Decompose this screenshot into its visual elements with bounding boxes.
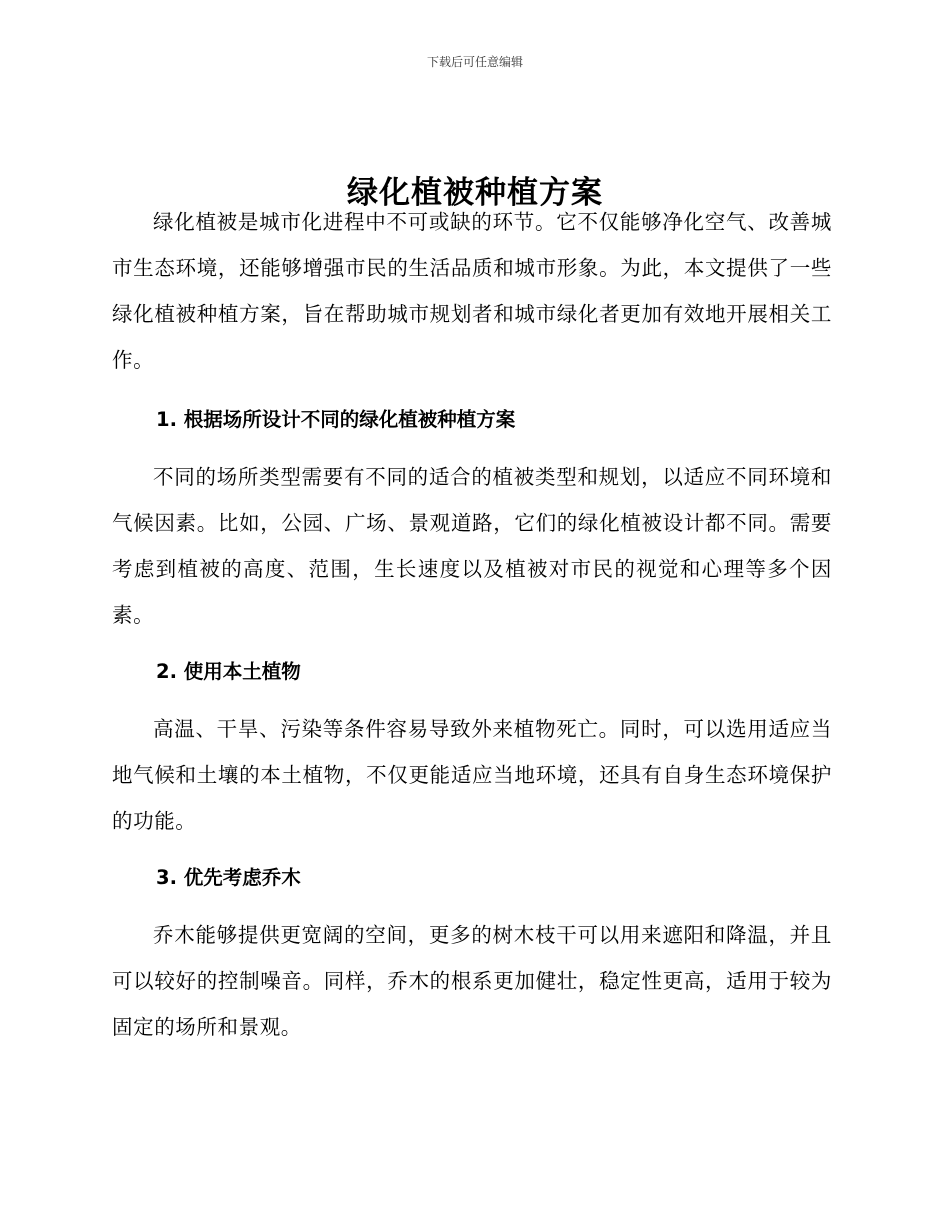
section-heading: 3. 优先考虑乔木 xyxy=(156,866,301,889)
section-paragraph: 乔木能够提供更宽阔的空间，更多的树木枝干可以用来遮阳和降温，并且可以较好的控制噪音。同样，乔木的根系更加健壮，稳定性更高，适用于较为固定的场所和景观。 xyxy=(112,923,832,1039)
section-paragraph: 高温、干旱、污染等条件容易导致外来植物死亡。同时，可以选用适应当地气候和土壤的本土植物，不仅更能适应当地环境，还具有自身生态环境保护的功能。 xyxy=(112,717,832,833)
header-note: 下载后可任意编辑 xyxy=(426,55,523,69)
section-heading: 2. 使用本土植物 xyxy=(156,660,301,683)
intro-paragraph: 绿化植被是城市化进程中不可或缺的环节。它不仅能够净化空气、改善城市生态环境，还能够增强市民的生活品质和城市形象。为此，本文提供了一些绿化植被种植方案，旨在帮助城市规划者和城市绿化者更加有效地开展相关工作。 xyxy=(112,210,832,372)
section-paragraph: 不同的场所类型需要有不同的适合的植被类型和规划，以适应不同环境和气候因素。比如，公园、广场、景观道路，它们的绿化植被设计都不同。需要考虑到植被的高度、范围，生长速度以及植被对市民的视觉和心理等多个因素。 xyxy=(112,465,832,627)
section-heading: 1. 根据场所设计不同的绿化植被种植方案 xyxy=(156,408,516,431)
document-body xyxy=(112,199,832,1050)
document-title: 绿化植被种植方案 xyxy=(347,174,603,211)
